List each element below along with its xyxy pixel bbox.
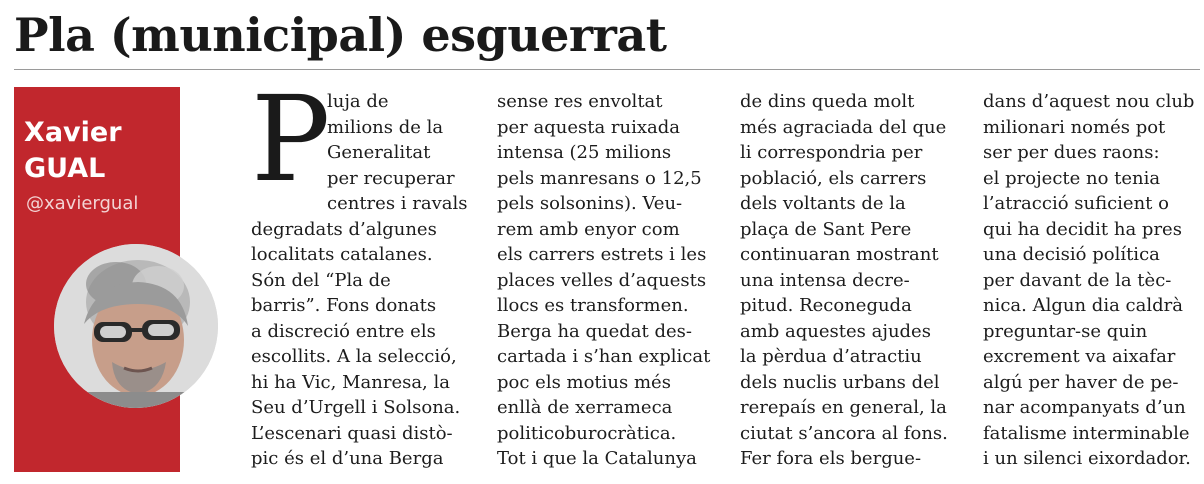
article-line: sense res envoltat [497,91,663,112]
article-line: milions de la [327,116,444,138]
article-line: L’escenari quasi distò- [251,422,453,444]
article-line: excrement va aixafar [983,346,1176,367]
article-line: places velles d’aquests [497,269,707,291]
article-line: pitud. Reconeguda [740,295,912,316]
article-line: per recuperar [327,167,455,189]
article-line: intensa (25 milions [497,142,672,163]
article-line: Berga ha quedat des- [497,320,692,342]
article-line: Tot i que la Catalunya [497,448,697,469]
article-column-4 [983,89,1201,479]
article-line: població, els carrers [740,167,927,189]
article-line: Generalitat [327,142,431,163]
article-line: hi ha Vic, Manresa, la [251,371,450,393]
article-column-3 [740,89,958,479]
article-line: Fer fora els bergue- [740,448,922,469]
article-line: centres i ravals [327,193,468,214]
article-line: rem amb enyor com [497,218,680,240]
article-line: poc els motius més [497,371,671,393]
article-line: l’atracció suficient o [983,193,1169,214]
article-line: dans d’aquest nou club [983,91,1195,112]
article-line: pic és el d’una Berga [251,448,444,469]
article-line: amb aquestes ajudes [740,320,931,342]
article-line: rerepaís en general, la [740,397,947,418]
article-line: dels voltants de la [740,193,906,214]
article-line: de dins queda molt [740,91,915,112]
article-line: cartada i s’han explicat [497,346,711,367]
drop-cap: P [251,70,331,208]
article-line: algú per haver de pe- [983,371,1179,393]
article-line: preguntar-se quin [983,320,1148,342]
article-line: barris”. Fons donats [251,295,437,316]
article-line: nar acompanyats d’un [983,397,1186,418]
author-handle: @xaviergual [26,193,139,214]
article-line: Són del “Pla de [251,269,391,291]
article-line: enllà de xerrameca [497,397,673,418]
article-line: degradats d’algunes [251,218,437,240]
article-line: escollits. A la selecció, [251,346,457,367]
article-line: fatalisme interminable [983,422,1190,444]
article-column-2 [497,89,713,479]
article-line: politicoburocràtica. [497,422,677,444]
article-line: plaça de Sant Pere [740,218,912,240]
article-line: els carrers estrets i les [497,244,707,265]
article-line: qui ha decidit ha pres [983,218,1182,240]
article-line: milionari només pot [983,116,1166,138]
author-first-name: Xavier [24,117,122,148]
headline: Pla (municipal) esguerrat [14,8,667,62]
author-portrait [54,244,218,408]
article-line: Seu d’Urgell i Solsona. [251,397,461,418]
article-line: localitats catalanes. [251,244,433,265]
article-line: per davant de la tèc- [983,269,1172,291]
article-line: més agraciada del que [740,116,947,138]
article-line: a discreció entre els [251,320,436,342]
headline-divider [14,69,1200,70]
article-line: llocs es transformen. [497,295,689,316]
article-line: i un silenci eixordador. [983,448,1191,469]
article-line: continuaran mostrant [740,244,939,265]
article-line: luja de [327,91,389,112]
article-line: per aquesta ruixada [497,116,681,138]
article-column-1 [251,89,469,479]
article-line: pels solsonins). Veu- [497,193,683,214]
article-line: una intensa decre- [740,269,910,291]
article-line: nica. Algun dia caldrà [983,295,1183,316]
article-line: ser per dues raons: [983,142,1160,163]
author-portrait-photo [54,244,218,408]
article-line: dels nuclis urbans del [740,371,940,393]
article-line: una decisió política [983,244,1160,265]
article-line: li correspondria per [740,142,923,163]
article-line: ciutat s’ancora al fons. [740,422,948,444]
article-line: pels manresans o 12,5 [497,167,702,189]
article-line: la pèrdua d’atractiu [740,346,922,367]
article-line: el projecte no tenia [983,167,1161,189]
author-last-name: GUAL [24,153,106,184]
